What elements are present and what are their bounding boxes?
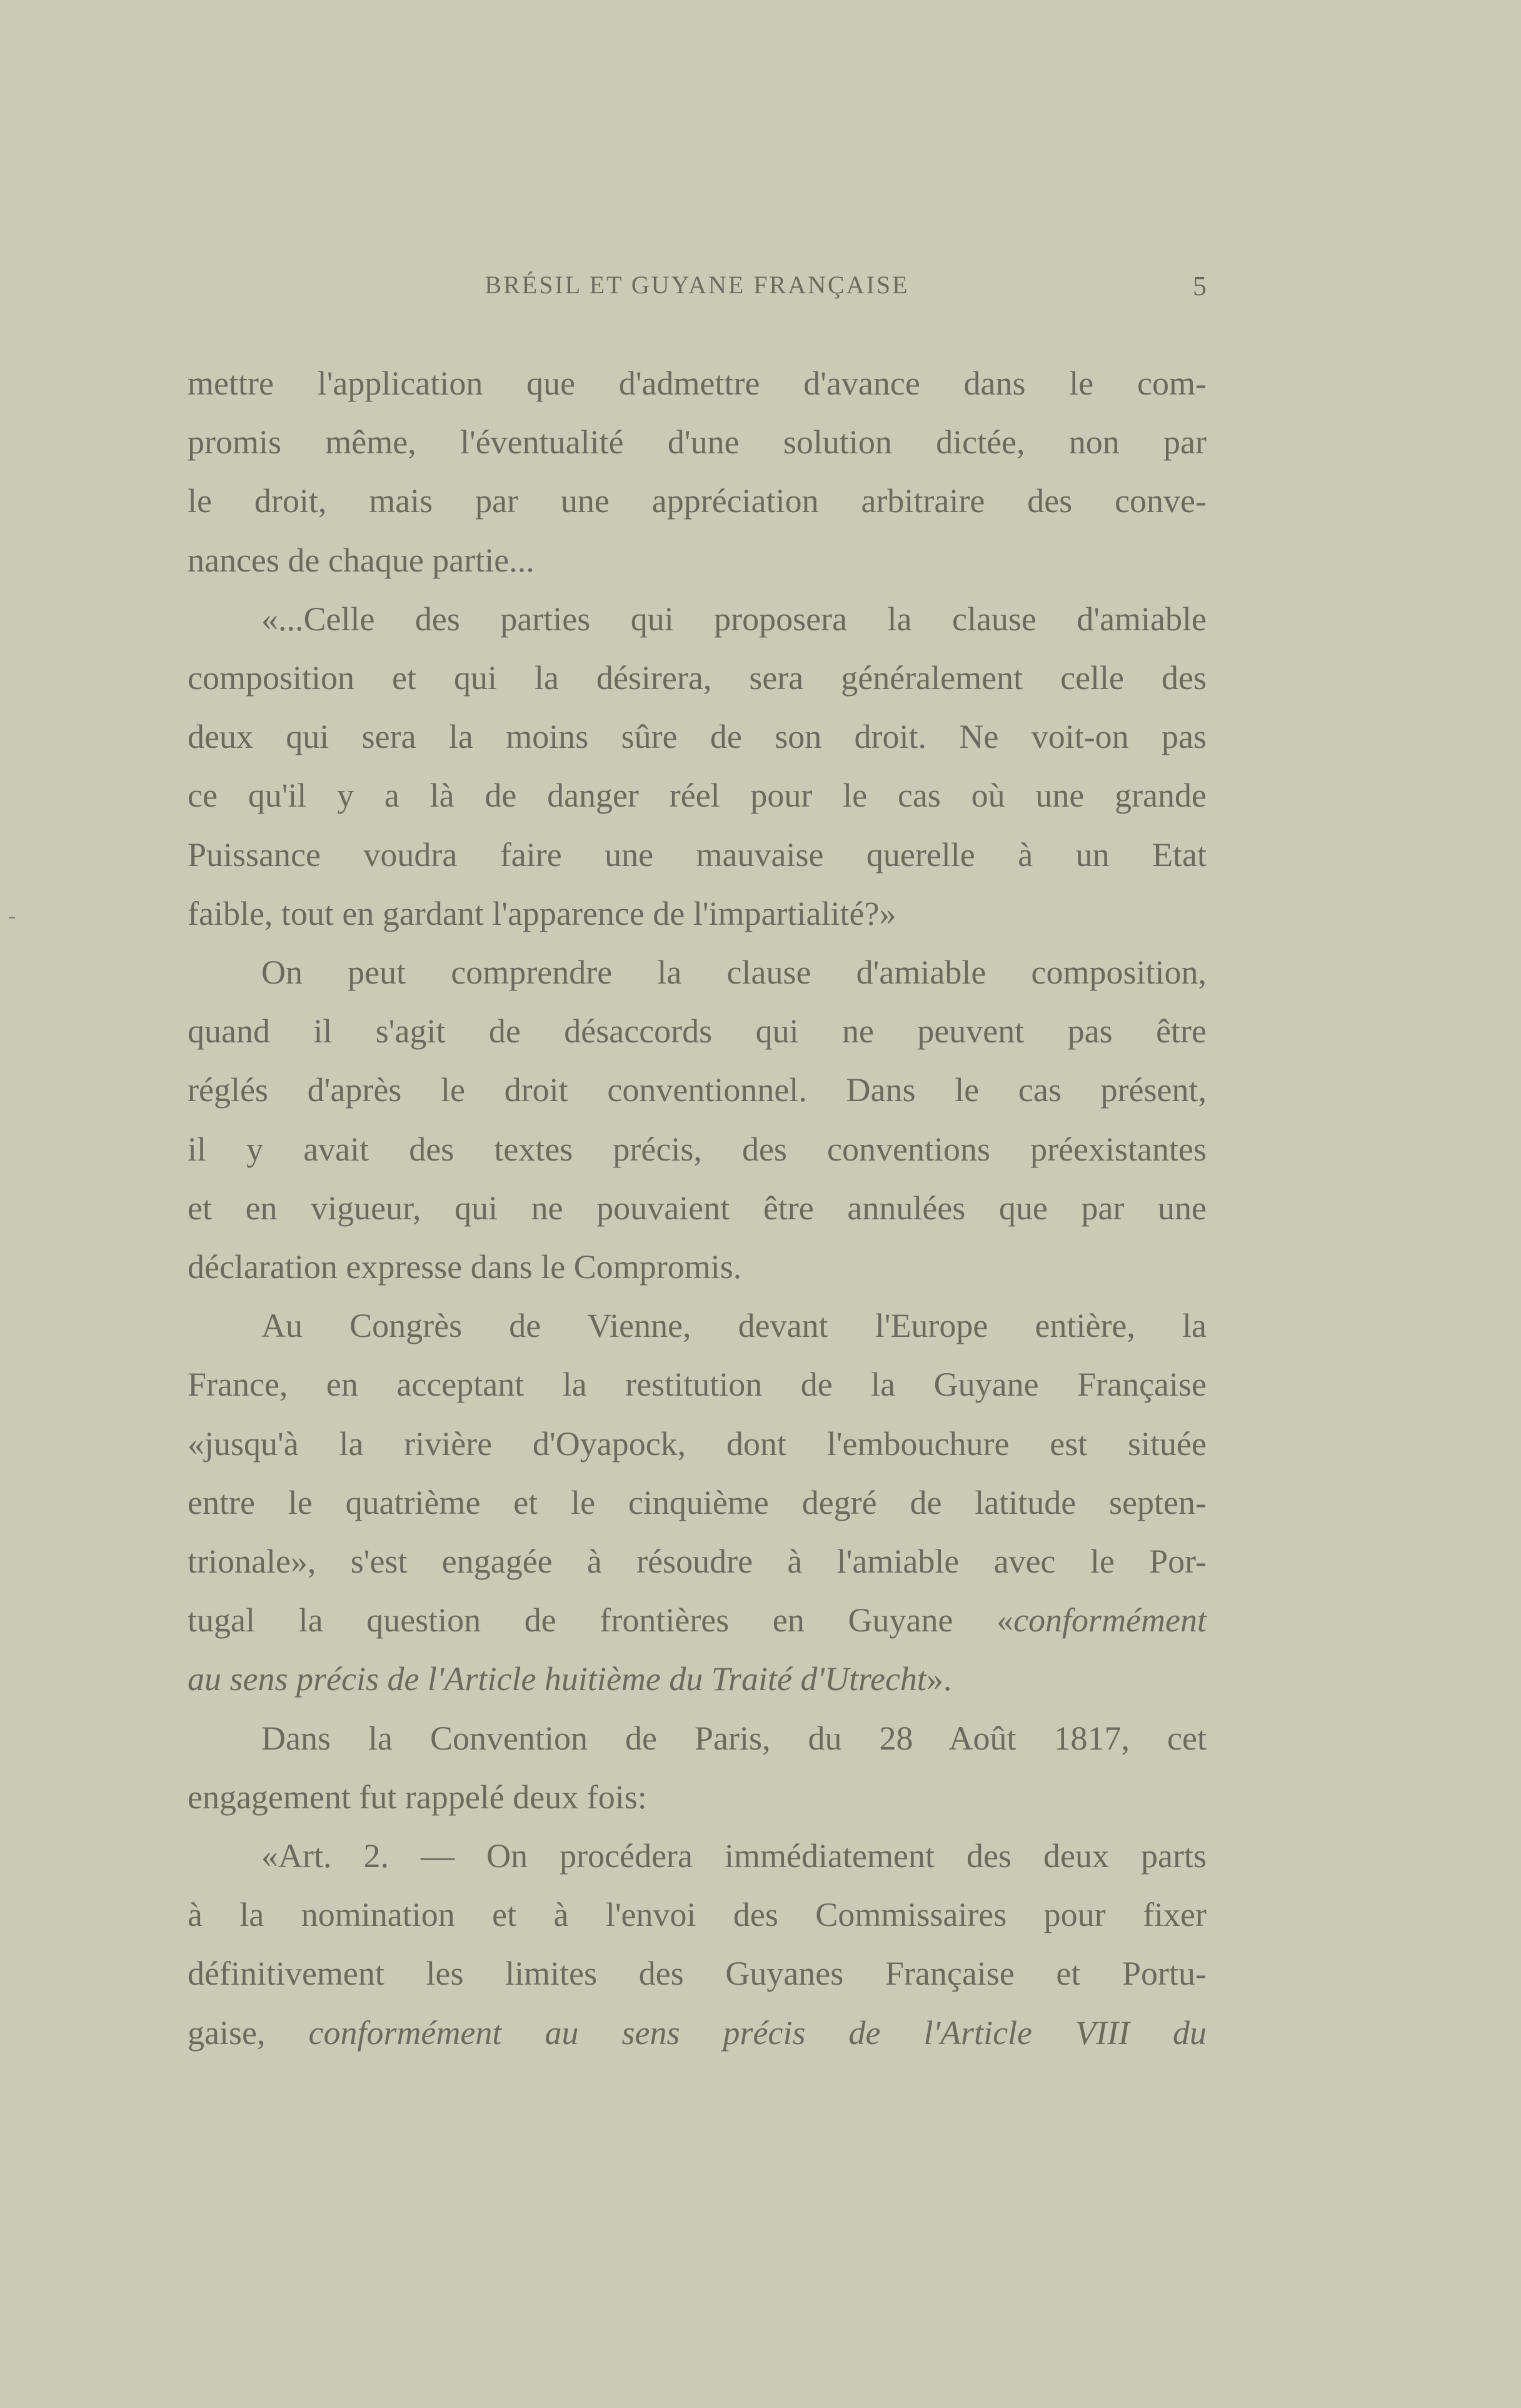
text-line: faible, tout en gardant l'apparence de l'impartialité?» (188, 894, 896, 932)
text-line: deux qui sera la moins sûre de son droit. Ne voit-on pas (188, 718, 1207, 756)
running-title: BRÉSIL ET GUYANE FRANÇAISE (484, 271, 910, 299)
text-line (188, 2003, 1207, 2062)
text-line: le droit, mais par une appréciation arbitraire des conve- (188, 482, 1207, 520)
italic-segment: conformément au sens précis de l'Article VIII du (308, 2013, 1207, 2052)
text-line: Dans la Convention de Paris, du 28 Août 1817, cet (261, 1719, 1207, 1757)
paragraph (188, 1826, 1207, 2062)
paragraph (188, 1709, 1207, 1826)
text-line: quand il s'agit de désaccords qui ne peuvent pas être (188, 1012, 1207, 1050)
text-line: On peut comprendre la clause d'amiable composition, (261, 954, 1207, 992)
text-line: Puissance voudra faire une mauvaise querelle à un Etat (188, 835, 1207, 874)
text-segment: tugal la question de frontières en Guyane « (188, 1601, 1014, 1640)
paragraph (188, 590, 1207, 943)
text-line: «jusqu'à la rivière d'Oyapock, dont l'embouchure est située (188, 1424, 1207, 1463)
margin-mark (9, 917, 15, 919)
text-line (188, 1591, 1207, 1650)
text-line: ce qu'il y a là de danger réel pour le cas où une grande (188, 777, 1207, 815)
paragraph (188, 943, 1207, 1296)
italic-segment: au sens précis de l'Article huitième du Traité d'Utrecht (188, 1660, 926, 1698)
text-segment: ». (926, 1660, 952, 1698)
text-line: composition et qui la désirera, sera généralement celle des (188, 659, 1207, 697)
text-line: à la nomination et à l'envoi des Commissaires pour fixer (188, 1896, 1207, 1934)
paragraph (188, 1296, 1207, 1708)
running-head (188, 270, 1207, 308)
text-line: il y avait des textes précis, des conventions préexistantes (188, 1130, 1207, 1168)
text-line: Au Congrès de Vienne, devant l'Europe entière, la (261, 1307, 1207, 1345)
text-line: réglés d'après le droit conventionnel. Dans le cas présent, (188, 1071, 1207, 1109)
text-line: entre le quatrième et le cinquième degré de latitude septen- (188, 1483, 1207, 1521)
paragraph (188, 354, 1207, 590)
text-line: «...Celle des parties qui proposera la clause d'amiable (261, 600, 1207, 638)
text-line (188, 1650, 1207, 1708)
body-text (188, 354, 1207, 2062)
text-line: nances de chaque partie... (188, 541, 535, 579)
page-number: 5 (1193, 271, 1207, 301)
text-line: promis même, l'éventualité d'une solution dictée, non par (188, 423, 1207, 461)
italic-segment: conformément (1013, 1601, 1207, 1640)
text-line: trionale», s'est engagée à résoudre à l'amiable avec le Por- (188, 1543, 1207, 1581)
text-line: engagement fut rappelé deux fois: (188, 1778, 647, 1816)
text-line: définitivement les limites des Guyanes Française et Portu- (188, 1955, 1207, 1993)
text-line: mettre l'application que d'admettre d'avance dans le com- (188, 365, 1207, 402)
text-line: France, en acceptant la restitution de la Guyane Française (188, 1366, 1207, 1404)
text-segment: gaise, (188, 2013, 266, 2052)
text-line: déclaration expresse dans le Compromis. (188, 1248, 742, 1286)
text-line: «Art. 2. — On procédera immédiatement des deux parts (261, 1837, 1207, 1875)
text-line: et en vigueur, qui ne pouvaient être annulées que par une (188, 1189, 1207, 1227)
